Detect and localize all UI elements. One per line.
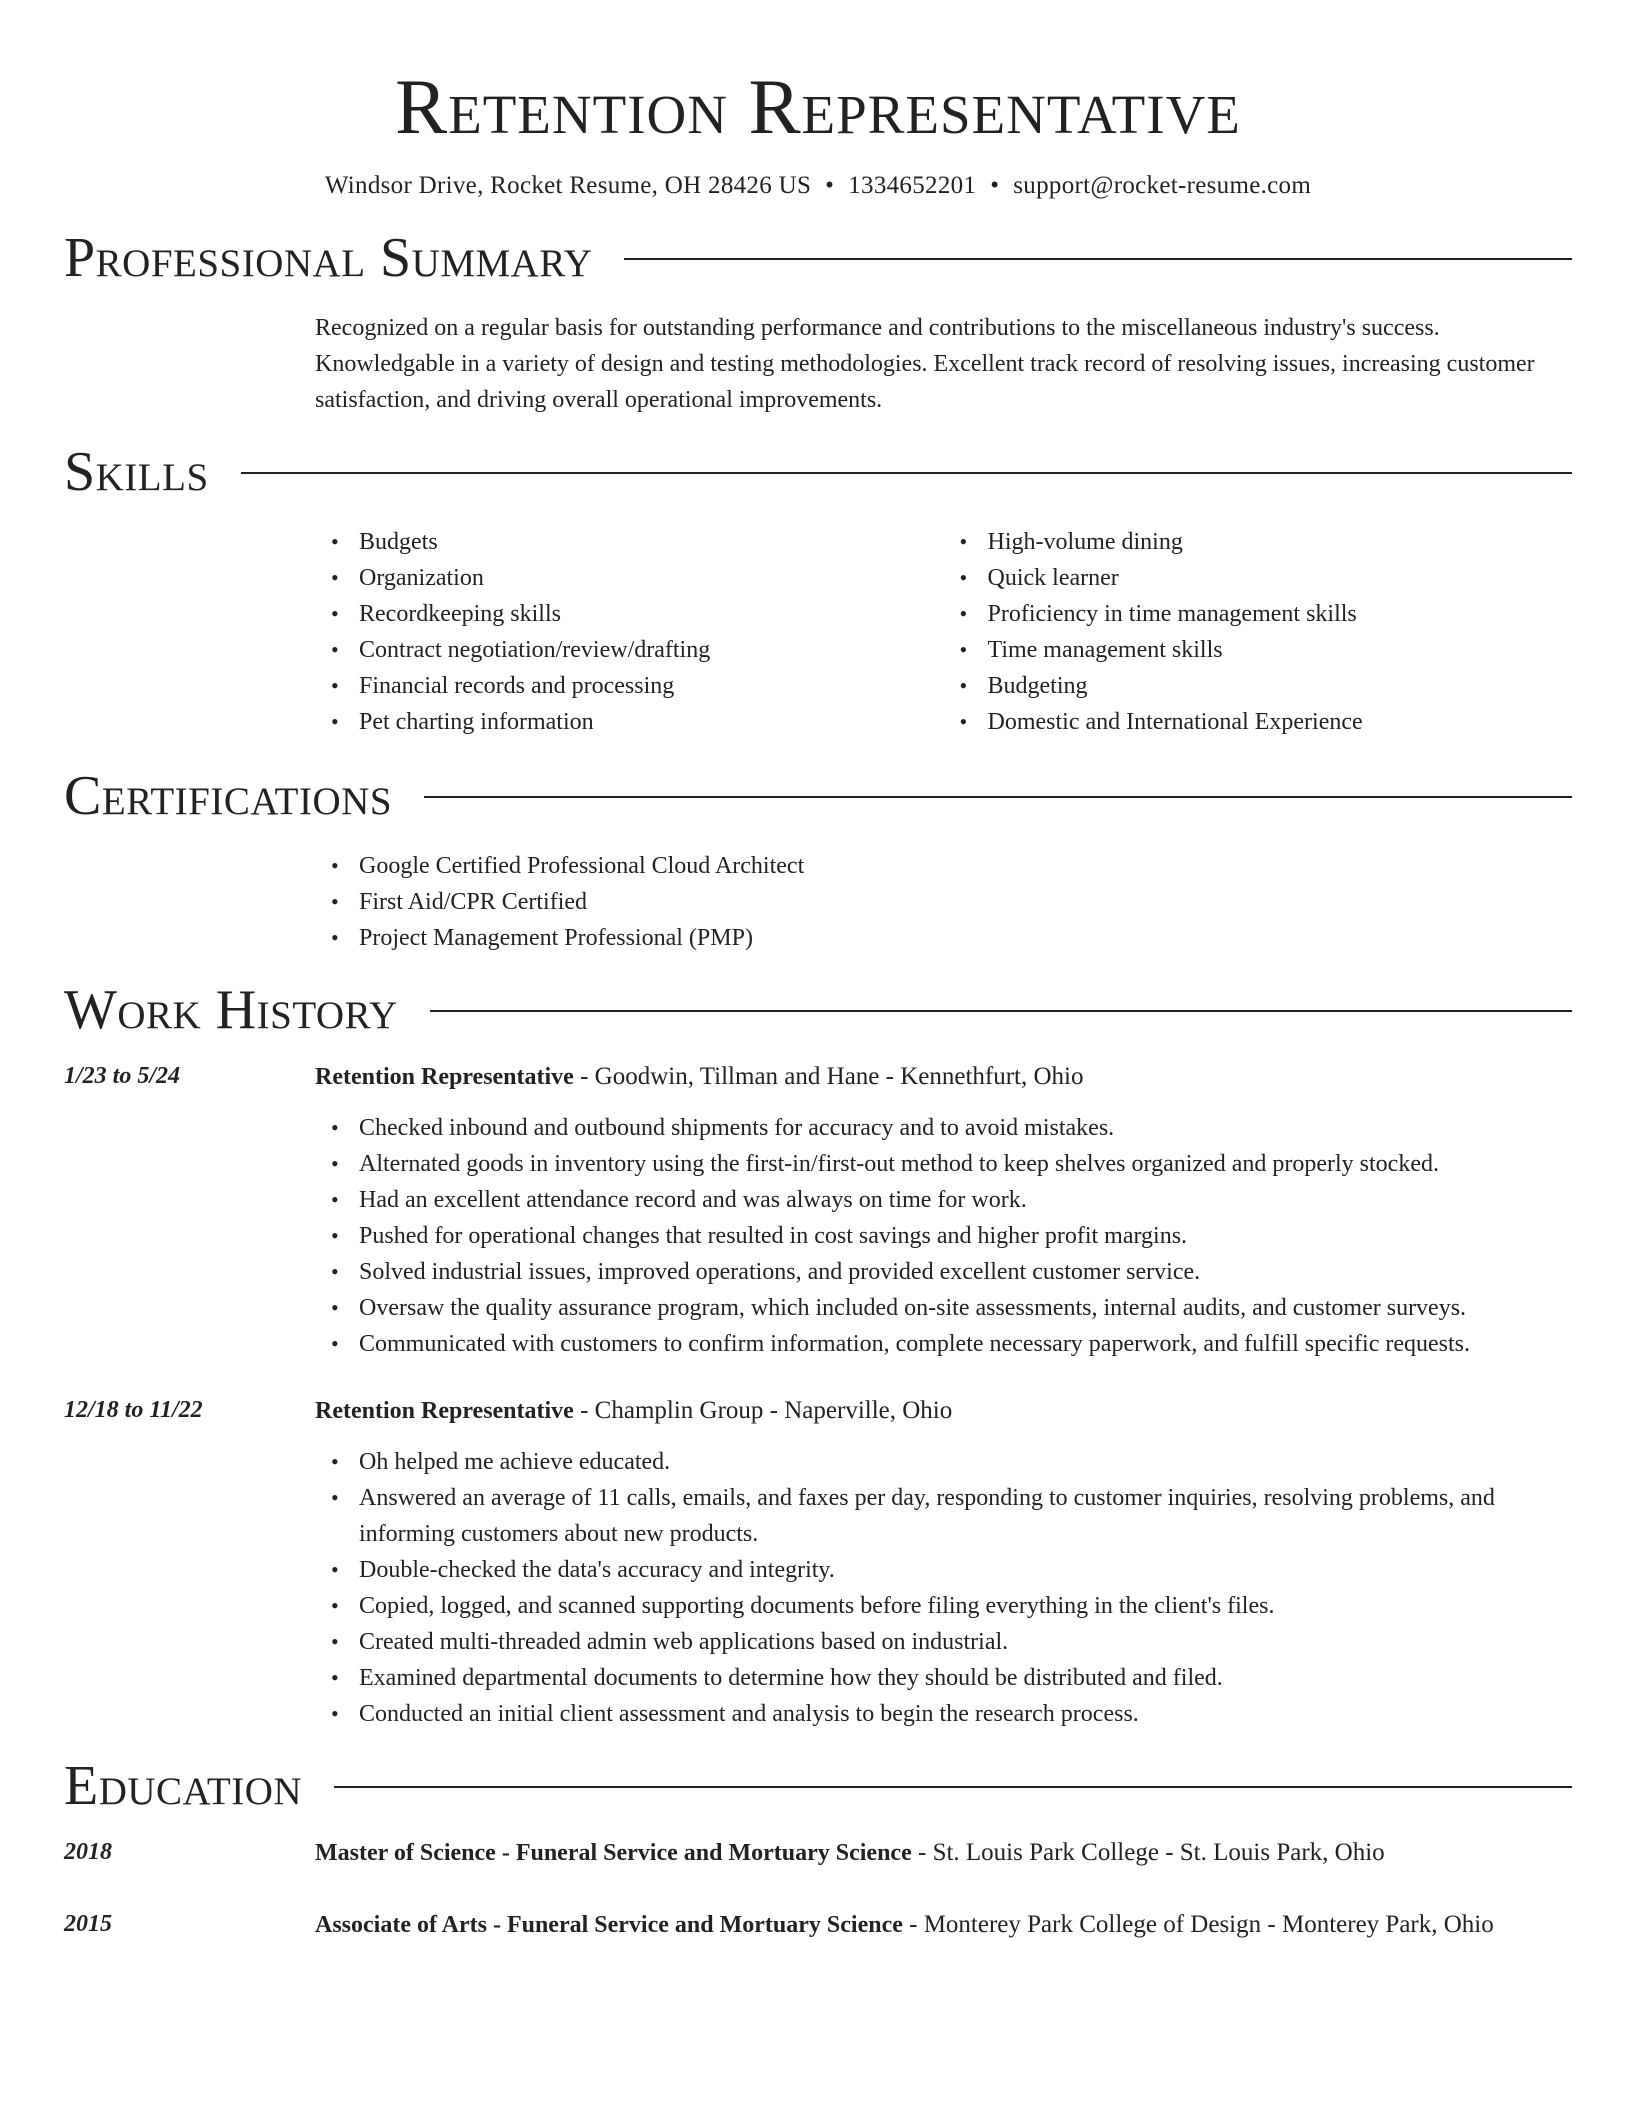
address: Windsor Drive, Rocket Resume, OH 28426 US [324, 172, 812, 199]
job-entry [64, 1058, 1572, 1362]
education-detail [315, 1906, 1572, 1944]
skills-list [315, 524, 1572, 740]
dash: - [763, 1397, 785, 1424]
dash: - [902, 1911, 924, 1938]
job-bullet: • Answered an average of 11 calls, emails, and faxes per day, responding to customer inquiries, resolving problems, and informing customers about new products. [359, 1480, 1572, 1552]
job-bullet: • Alternated goods in inventory using the first-in/first-out method to keep shelves organized and properly stocked. [359, 1146, 1572, 1182]
certifications-heading: Certifications [64, 765, 393, 827]
skill-item: • Proficiency in time management skills [988, 596, 1573, 632]
candidate-name: Retention Representative [395, 63, 1241, 150]
job-bullets [315, 1110, 1572, 1362]
section-divider [624, 258, 1572, 260]
job-bullet: • Conducted an initial client assessment and analysis to begin the research process. [359, 1696, 1572, 1732]
job-location: Naperville, Ohio [784, 1397, 953, 1424]
job-bullet: • Solved industrial issues, improved operations, and provided excellent customer service. [359, 1254, 1572, 1290]
work-history-heading: Work History [64, 979, 398, 1041]
skill-item: • Financial records and processing [359, 668, 944, 704]
job-bullet: • Oversaw the quality assurance program, which included on-site assessments, internal audits, and customer surveys. [359, 1290, 1572, 1326]
summary-section-header [64, 226, 1572, 290]
section-divider [424, 796, 1572, 798]
certifications-section-header [64, 764, 1572, 828]
job-bullet: • Pushed for operational changes that resulted in cost savings and higher profit margins. [359, 1218, 1572, 1254]
skill-item: • Quick learner [988, 560, 1573, 596]
section-divider [334, 1786, 1572, 1788]
job-bullet: • Oh helped me achieve educated. [359, 1444, 1572, 1480]
education-detail [315, 1834, 1572, 1872]
skills-column-left [315, 524, 944, 740]
skill-item: • Pet charting information [359, 704, 944, 740]
dash: - [573, 1397, 595, 1424]
job-dates: 1/23 to 5/24 [64, 1063, 181, 1089]
work-history-section-header [64, 978, 1572, 1042]
contact-separator: • [825, 172, 835, 199]
job-bullet: • Double-checked the data's accuracy and integrity. [359, 1552, 1572, 1588]
certification-item: • First Aid/CPR Certified [359, 884, 1572, 920]
job-bullet: • Copied, logged, and scanned supporting documents before filing everything in the client's files. [359, 1588, 1572, 1624]
skill-item: • Time management skills [988, 632, 1573, 668]
job-bullet: • Had an excellent attendance record and was always on time for work. [359, 1182, 1572, 1218]
dash: - [573, 1063, 595, 1090]
contact-separator: • [990, 172, 1000, 199]
certifications-list [315, 848, 1572, 956]
email-link[interactable]: support@rocket-resume.com [1013, 172, 1312, 199]
skill-item: • Organization [359, 560, 944, 596]
skills-column-right [944, 524, 1573, 740]
job-title-line [315, 1392, 1572, 1430]
section-divider [241, 472, 1572, 474]
education-entry [64, 1906, 1572, 1944]
skills-section-header [64, 440, 1572, 504]
degree: Associate of Arts - Funeral Service and Mortuary Science [315, 1912, 903, 1938]
job-bullet: • Created multi-threaded admin web applications based on industrial. [359, 1624, 1572, 1660]
skill-item: • Budgets [359, 524, 944, 560]
skill-item: • Domestic and International Experience [988, 704, 1573, 740]
education-year: 2015 [64, 1911, 112, 1937]
certification-item: • Project Management Professional (PMP) [359, 920, 1572, 956]
skill-item: • High-volume dining [988, 524, 1573, 560]
job-location: Kennethfurt, Ohio [900, 1063, 1084, 1090]
job-bullet: • Checked inbound and outbound shipments for accuracy and to avoid mistakes. [359, 1110, 1572, 1146]
job-bullet: • Examined departmental documents to determine how they should be distributed and filed. [359, 1660, 1572, 1696]
education-entry [64, 1834, 1572, 1872]
dash: - [1158, 1839, 1180, 1866]
school: St. Louis Park College [932, 1839, 1159, 1866]
summary-heading: Professional Summary [64, 227, 593, 289]
job-company: Goodwin, Tillman and Hane [594, 1063, 880, 1090]
school-location: Monterey Park, Ohio [1281, 1911, 1494, 1938]
job-entry [64, 1392, 1572, 1732]
resume-page [64, 0, 1572, 1944]
contact-line [64, 172, 1572, 200]
certification-item: • Google Certified Professional Cloud Architect [359, 848, 1572, 884]
skills-heading: Skills [64, 441, 209, 503]
degree: Master of Science - Funeral Service and Mortuary Science [315, 1840, 912, 1866]
skill-item: • Contract negotiation/review/drafting [359, 632, 944, 668]
school-location: St. Louis Park, Ohio [1179, 1839, 1385, 1866]
skill-item: • Budgeting [988, 668, 1573, 704]
job-bullets [315, 1444, 1572, 1732]
job-bullet: • Communicated with customers to confirm information, complete necessary paperwork, and fulfill specific requests. [359, 1326, 1572, 1362]
dash: - [911, 1839, 933, 1866]
job-dates: 12/18 to 11/22 [64, 1397, 203, 1423]
education-year: 2018 [64, 1839, 112, 1865]
job-title: Retention Representative [315, 1398, 574, 1424]
education-heading: Education [64, 1755, 303, 1817]
dash: - [1261, 1911, 1282, 1938]
dash: - [879, 1063, 901, 1090]
summary-text: Recognized on a regular basis for outstanding performance and contributions to the miscellaneous industry's success. Knowledgable in a variety of design and testing methodologies. Excellent track record of resolving issues, increasing customer satisfaction, and driving overall operational improvements. [315, 315, 1535, 413]
job-title-line [315, 1058, 1572, 1096]
education-section-header [64, 1754, 1572, 1818]
job-company: Champlin Group [594, 1397, 764, 1424]
section-divider [430, 1010, 1572, 1012]
skill-item: • Recordkeeping skills [359, 596, 944, 632]
job-title: Retention Representative [315, 1064, 574, 1090]
phone: 1334652201 [848, 172, 977, 199]
school: Monterey Park College of Design [923, 1911, 1262, 1938]
